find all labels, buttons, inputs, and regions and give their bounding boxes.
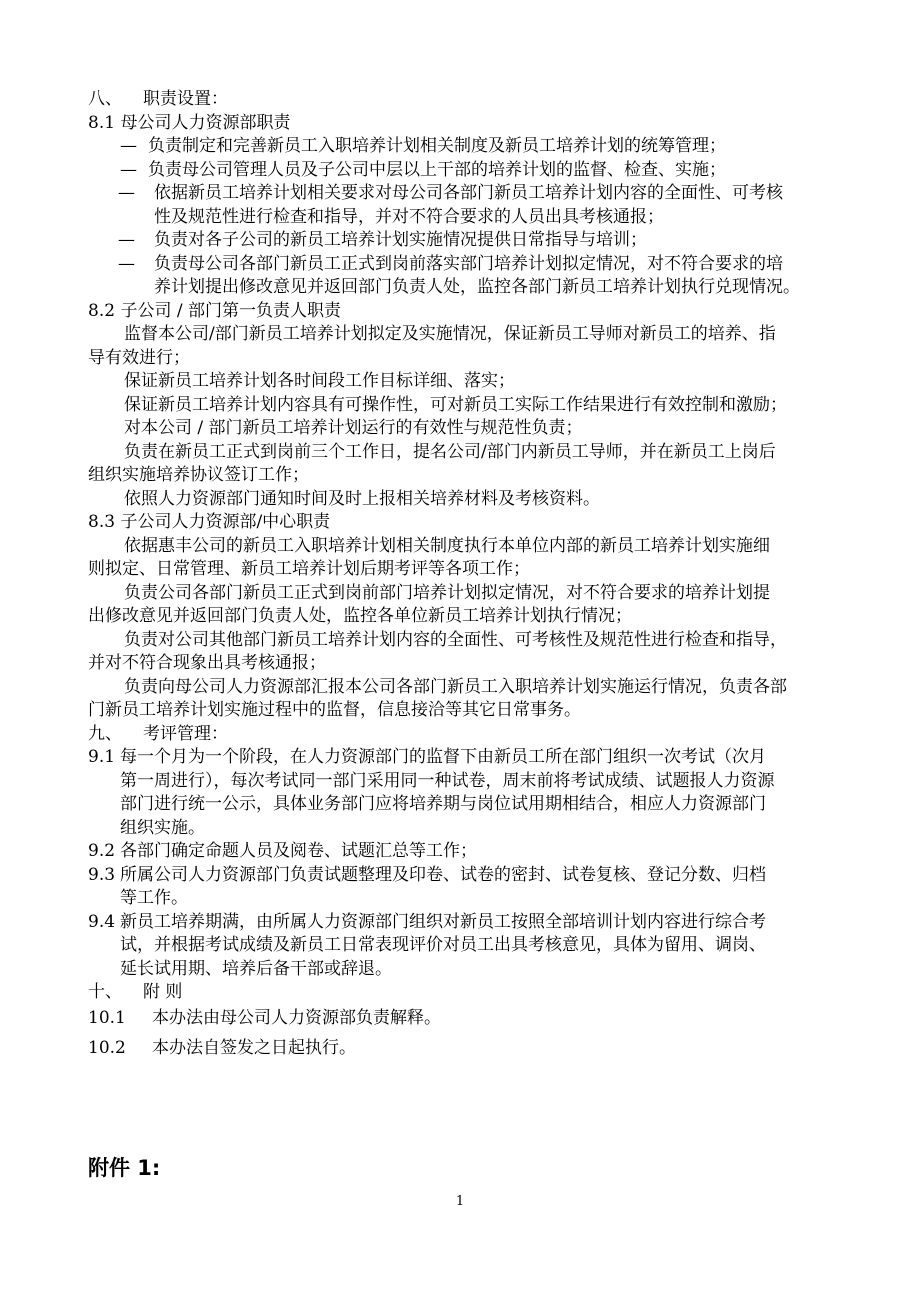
clause-text: 本办法自签发之日起执行。 bbox=[152, 1038, 356, 1058]
item-line: 组织实施。 bbox=[120, 817, 205, 838]
section-8-2-body bbox=[88, 323, 848, 511]
dash-bullet: — bbox=[120, 136, 137, 156]
clause-number: 10.2 bbox=[88, 1038, 126, 1058]
section-10-list bbox=[88, 1007, 848, 1061]
item-line: 部门进行统一公示，具体业务部门应将培养期与岗位试用期相结合，相应人力资源部门 bbox=[120, 794, 766, 814]
page-number: 1 bbox=[455, 1194, 465, 1209]
item-line: 所属公司人力资源部门负责试题整理及印卷、试卷的密封、试卷复核、登记分数、归档 bbox=[120, 864, 766, 885]
paragraph-line: 监督本公司/部门新员工培养计划拟定及实施情况，保证新员工导师对新员工的培养、指 bbox=[124, 324, 776, 344]
section-8-1-title: 8.1 母公司人力资源部职责 bbox=[88, 112, 291, 133]
duty-line: 养计划提出修改意见并返回部门负责人处，监控各部门新员工培养计划执行兑现情况。 bbox=[154, 277, 800, 297]
section-8-3-body bbox=[88, 535, 848, 723]
paragraph-line: 依据惠丰公司的新员工入职培养计划相关制度执行本单位内部的新员工培养计划实施细 bbox=[124, 535, 770, 556]
section-8-3-title: 8.3 子公司人力资源部/中心职责 bbox=[88, 512, 331, 532]
dash-bullet: — bbox=[120, 159, 137, 180]
duty-line: 依据新员工培养计划相关要求对母公司各部门新员工培养计划内容的全面性、可考核 bbox=[154, 183, 783, 203]
document-body bbox=[88, 88, 848, 1061]
dash-bullet: — bbox=[118, 230, 135, 250]
assessment-item bbox=[88, 840, 848, 864]
section-8-label: 八、 bbox=[88, 89, 122, 109]
assessment-item bbox=[88, 864, 848, 911]
section-9-label: 九、 bbox=[88, 723, 122, 744]
paragraph-line: 导有效进行； bbox=[88, 347, 190, 368]
section-8-1-list bbox=[88, 135, 848, 300]
item-number: 9.2 bbox=[88, 841, 116, 861]
item-line: 延长试用期、培养后备干部或辞退。 bbox=[120, 958, 392, 979]
section-8-2-title: 8.2 子公司 / 部门第一负责人职责 bbox=[88, 300, 341, 321]
duty-line: 性及规范性进行检查和指导，并对不符合要求的人员出具考核通报； bbox=[154, 206, 664, 227]
duty-item bbox=[88, 229, 848, 253]
clause-item bbox=[88, 1037, 848, 1061]
section-9-title: 考评管理： bbox=[143, 723, 228, 744]
item-number: 9.3 bbox=[88, 864, 116, 885]
annex-title: 附件 1: bbox=[88, 1156, 161, 1180]
section-9-heading bbox=[88, 723, 848, 747]
paragraph-line: 保证新员工培养计划各时间段工作目标详细、落实； bbox=[124, 371, 515, 391]
duty-item bbox=[88, 159, 848, 183]
item-line: 等工作。 bbox=[120, 888, 188, 908]
item-number: 9.4 bbox=[88, 911, 116, 932]
dash-bullet: — bbox=[118, 183, 135, 203]
item-line: 第一周进行），每次考试同一部门采用同一种试卷，周末前将考试成绩、试题报人力资源 bbox=[120, 770, 775, 791]
section-10-title: 附 则 bbox=[143, 982, 183, 1002]
section-9-list bbox=[88, 746, 848, 981]
item-line: 各部门确定命题人员及阅卷、试题汇总等工作； bbox=[120, 841, 477, 861]
paragraph-line: 负责在新员工正式到岗前三个工作日，提名公司/部门内新员工导师，并在新员工上岗后 bbox=[124, 441, 776, 462]
paragraph-line: 对本公司 / 部门新员工培养计划运行的有效性与规范性负责； bbox=[124, 418, 583, 438]
clause-number: 10.1 bbox=[88, 1007, 126, 1028]
assessment-item bbox=[88, 911, 848, 982]
paragraph-line: 组织实施培养协议签订工作； bbox=[88, 465, 309, 485]
item-number: 9.1 bbox=[88, 747, 116, 767]
clause-item bbox=[88, 1007, 848, 1031]
duty-line: 负责对各子公司的新员工培养计划实施情况提供日常指导与培训； bbox=[154, 230, 647, 250]
paragraph-line: 门新员工培养计划实施过程中的监督，信息接洽等其它日常事务。 bbox=[88, 700, 581, 720]
item-line: 试，并根据考试成绩及新员工日常表现评价对员工出具考核意见，具体为留用、调岗、 bbox=[120, 935, 766, 955]
duty-line: 负责母公司各部门新员工正式到岗前落实部门培养计划拟定情况，对不符合要求的培 bbox=[154, 253, 783, 274]
item-line: 新员工培养期满，由所属人力资源部门组织对新员工按照全部培训计划内容进行综合考 bbox=[120, 911, 766, 932]
paragraph-line: 依照人力资源部门通知时间及时上报相关培养材料及考核资料。 bbox=[124, 488, 600, 509]
clause-text: 本办法由母公司人力资源部负责解释。 bbox=[152, 1007, 441, 1028]
assessment-item bbox=[88, 746, 848, 840]
paragraph-line: 则拟定、日常管理、新员工培养计划后期考评等各项工作； bbox=[88, 559, 530, 579]
paragraph-line: 负责公司各部门新员工正式到岗前部门培养计划拟定情况，对不符合要求的培养计划提 bbox=[124, 582, 770, 603]
paragraph-line: 出修改意见并返回部门负责人处，监控各单位新员工培养计划执行情况； bbox=[88, 606, 632, 626]
paragraph-line: 并对不符合现象出具考核通报； bbox=[88, 653, 326, 673]
item-line: 每一个月为一个阶段，在人力资源部门的监督下由新员工所在部门组织一次考试（次月 bbox=[120, 747, 766, 767]
section-10-label: 十、 bbox=[88, 982, 122, 1002]
section-8-title: 职责设置： bbox=[143, 89, 228, 109]
duty-line: 负责制定和完善新员工入职培养计划相关制度及新员工培养计划的统筹管理； bbox=[148, 136, 726, 156]
section-8-heading bbox=[88, 88, 848, 112]
paragraph-line: 负责向母公司人力资源部汇报本公司各部门新员工入职培养计划实施运行情况，负责各部 bbox=[124, 676, 787, 697]
paragraph-line: 负责对公司其他部门新员工培养计划内容的全面性、可考核性及规范性进行检查和指导， bbox=[124, 629, 787, 650]
duty-line: 负责母公司管理人员及子公司中层以上干部的培养计划的监督、检查、实施； bbox=[148, 159, 726, 180]
paragraph-line: 保证新员工培养计划内容具有可操作性，可对新员工实际工作结果进行有效控制和激励； bbox=[124, 394, 787, 415]
dash-bullet: — bbox=[118, 253, 135, 274]
section-10-heading bbox=[88, 981, 848, 1005]
duty-item bbox=[88, 182, 848, 229]
duty-item bbox=[88, 135, 848, 159]
duty-item bbox=[88, 253, 848, 300]
